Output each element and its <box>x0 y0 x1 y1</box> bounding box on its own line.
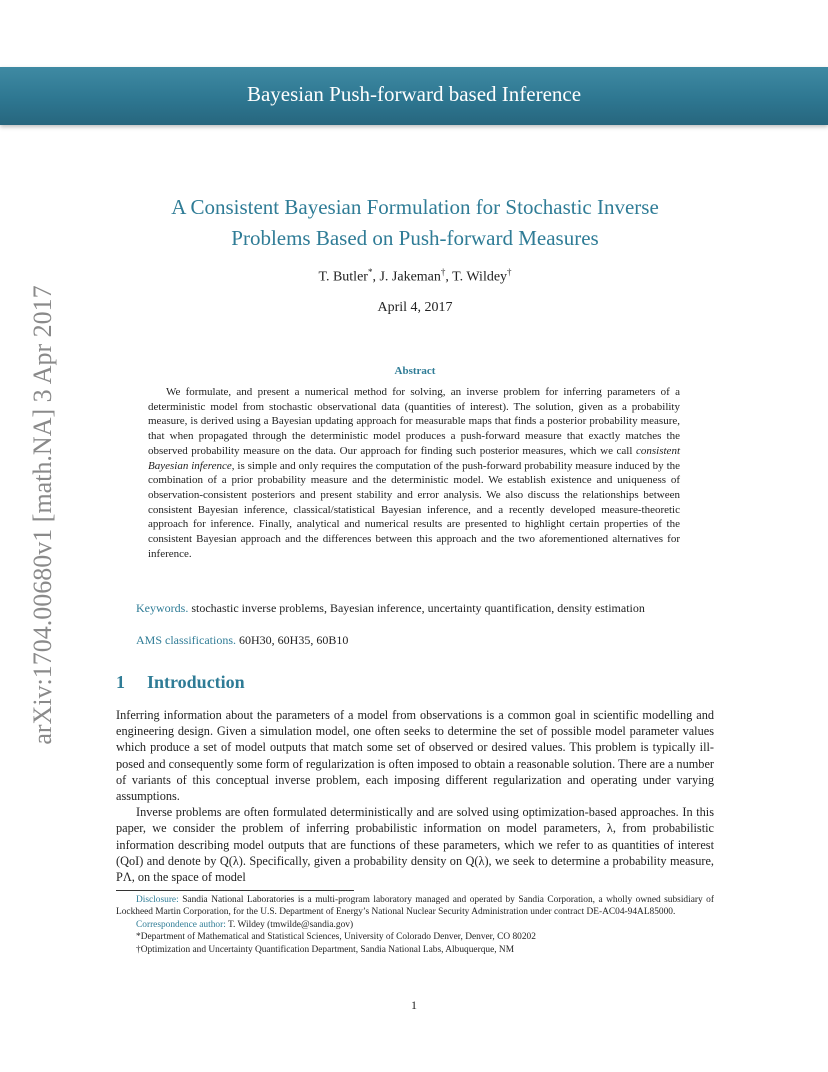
author-name: T. Wildey <box>452 269 508 285</box>
ams-label: AMS classifications. <box>136 633 236 647</box>
banner-title: Bayesian Push-forward based Inference <box>246 82 582 106</box>
keywords-label: Keywords. <box>136 601 189 615</box>
correspondence-label: Correspondence author: <box>136 919 226 930</box>
paper-title <box>90 192 740 254</box>
author-name: T. Butler <box>318 269 368 285</box>
footnotes <box>116 894 714 956</box>
paper-title-line-2: Problems Based on Push-forward Measures <box>231 226 599 250</box>
correspondence-text: T. Wildey (tmwilde@sandia.gov) <box>225 919 354 930</box>
publication-date: April 4, 2017 <box>377 300 453 315</box>
abstract-part-2: , is simple and only requires the computation of the push-forward probability measure induced by the combination of a prior probability measure and the deterministic model. We establish existence and uniqueness of observation-consistent posteriors and present stability and error analysis. We also discuss the relationships between consistent Bayesian inference, classical/statistical Bayesian inference, and a recently developed measure-theoretic approach for inference. Finally, analytical and numerical results are presented to highlight certain properties of the consistent Bayesian approach and the differences between this approach and the two aforementioned alternatives for inference. <box>148 459 681 560</box>
ams-text: 60H30, 60H35, 60B10 <box>236 633 349 647</box>
ams-classifications <box>136 632 348 648</box>
arxiv-identifier: arXiv:1704.00680v1 [math.NA] 3 Apr 2017 <box>28 285 57 745</box>
page-number: 1 <box>411 998 417 1012</box>
section-body <box>116 707 714 885</box>
footnote-correspondence <box>116 919 714 931</box>
abstract-heading: Abstract <box>394 365 436 377</box>
abstract-part-1: We formulate, and present a numerical method for solving, an inverse problem for inferring parameters of a deterministic model from stochastic observational data (quantities of interest). The solution, given as a probability measure, is derived using a Bayesian updating approach for measurable maps that finds a posterior probability measure, that when propagated through the deterministic model produces a push-forward measure that exactly matches the observed probability measure on the data. Our approach for finding such posterior measures, which we call <box>148 386 680 457</box>
paper-title-line-1: A Consistent Bayesian Formulation for Stochastic Inverse <box>171 195 659 219</box>
disclosure-label: Disclosure: <box>136 895 179 905</box>
author-mark: † <box>440 267 446 277</box>
disclosure-text: Sandia National Laboratories is a multi-program laboratory managed and operated by Sandia Corporation, a wholly owned subsidiary of Lockheed Martin Corporation, for the U.S. Department of Energy’s National Nuclear Security Administration under contract DE-AC04-94AL85000. <box>116 895 714 918</box>
section-title: Introduction <box>147 672 245 692</box>
author-mark: * <box>367 267 373 277</box>
author-list: T. Butler*, J. Jakeman†, T. Wildey† <box>318 267 512 285</box>
keywords-text: stochastic inverse problems, Bayesian inference, uncertainty quantification, density estimation <box>188 601 645 615</box>
footnote-affiliation-2: †Optimization and Uncertainty Quantification Department, Sandia National Labs, Albuquerque, NM <box>136 944 515 955</box>
body-paragraph: Inferring information about the parameters of a model from observations is a common goal in scientific modelling and engineering design. Given a simulation model, one often seeks to determine the set of possible model parameter values which produce a set of model outputs that match some set of observed or desired values. This problem is typically ill-posed and consequently some form of regularization is often imposed to obtain a reasonable solution. There are a number of variants of this conceptual inverse problem, each imposing different regularization and operating under varying assumptions. <box>116 708 714 804</box>
footnote-affiliation-1: *Department of Mathematical and Statistical Sciences, University of Colorado Denver, Denver, CO 80202 <box>136 932 536 943</box>
abstract-emphasis: consistent Bayesian inference <box>148 444 680 472</box>
header-banner <box>0 67 828 125</box>
author-mark: † <box>507 267 512 277</box>
keywords <box>116 600 714 616</box>
body-paragraph: Inverse problems are often formulated deterministically and are solved using optimization-based approaches. In this paper, we consider the problem of inferring probabilistic information on model parameters, λ, from probabilistic information describing model outputs that are functions of these parameters, which we refer to as quantities of interest (QoI) and denote by Q(λ). Specifically, given a probability density on Q(λ), we seek to determine a probability measure, PΛ, on the space of model <box>116 805 714 885</box>
section-heading <box>116 672 245 693</box>
abstract-text <box>148 385 680 561</box>
footnote-rule <box>116 890 354 891</box>
author-name: J. Jakeman <box>379 269 441 285</box>
footnote-disclosure <box>116 894 714 919</box>
section-number: 1 <box>116 672 125 692</box>
